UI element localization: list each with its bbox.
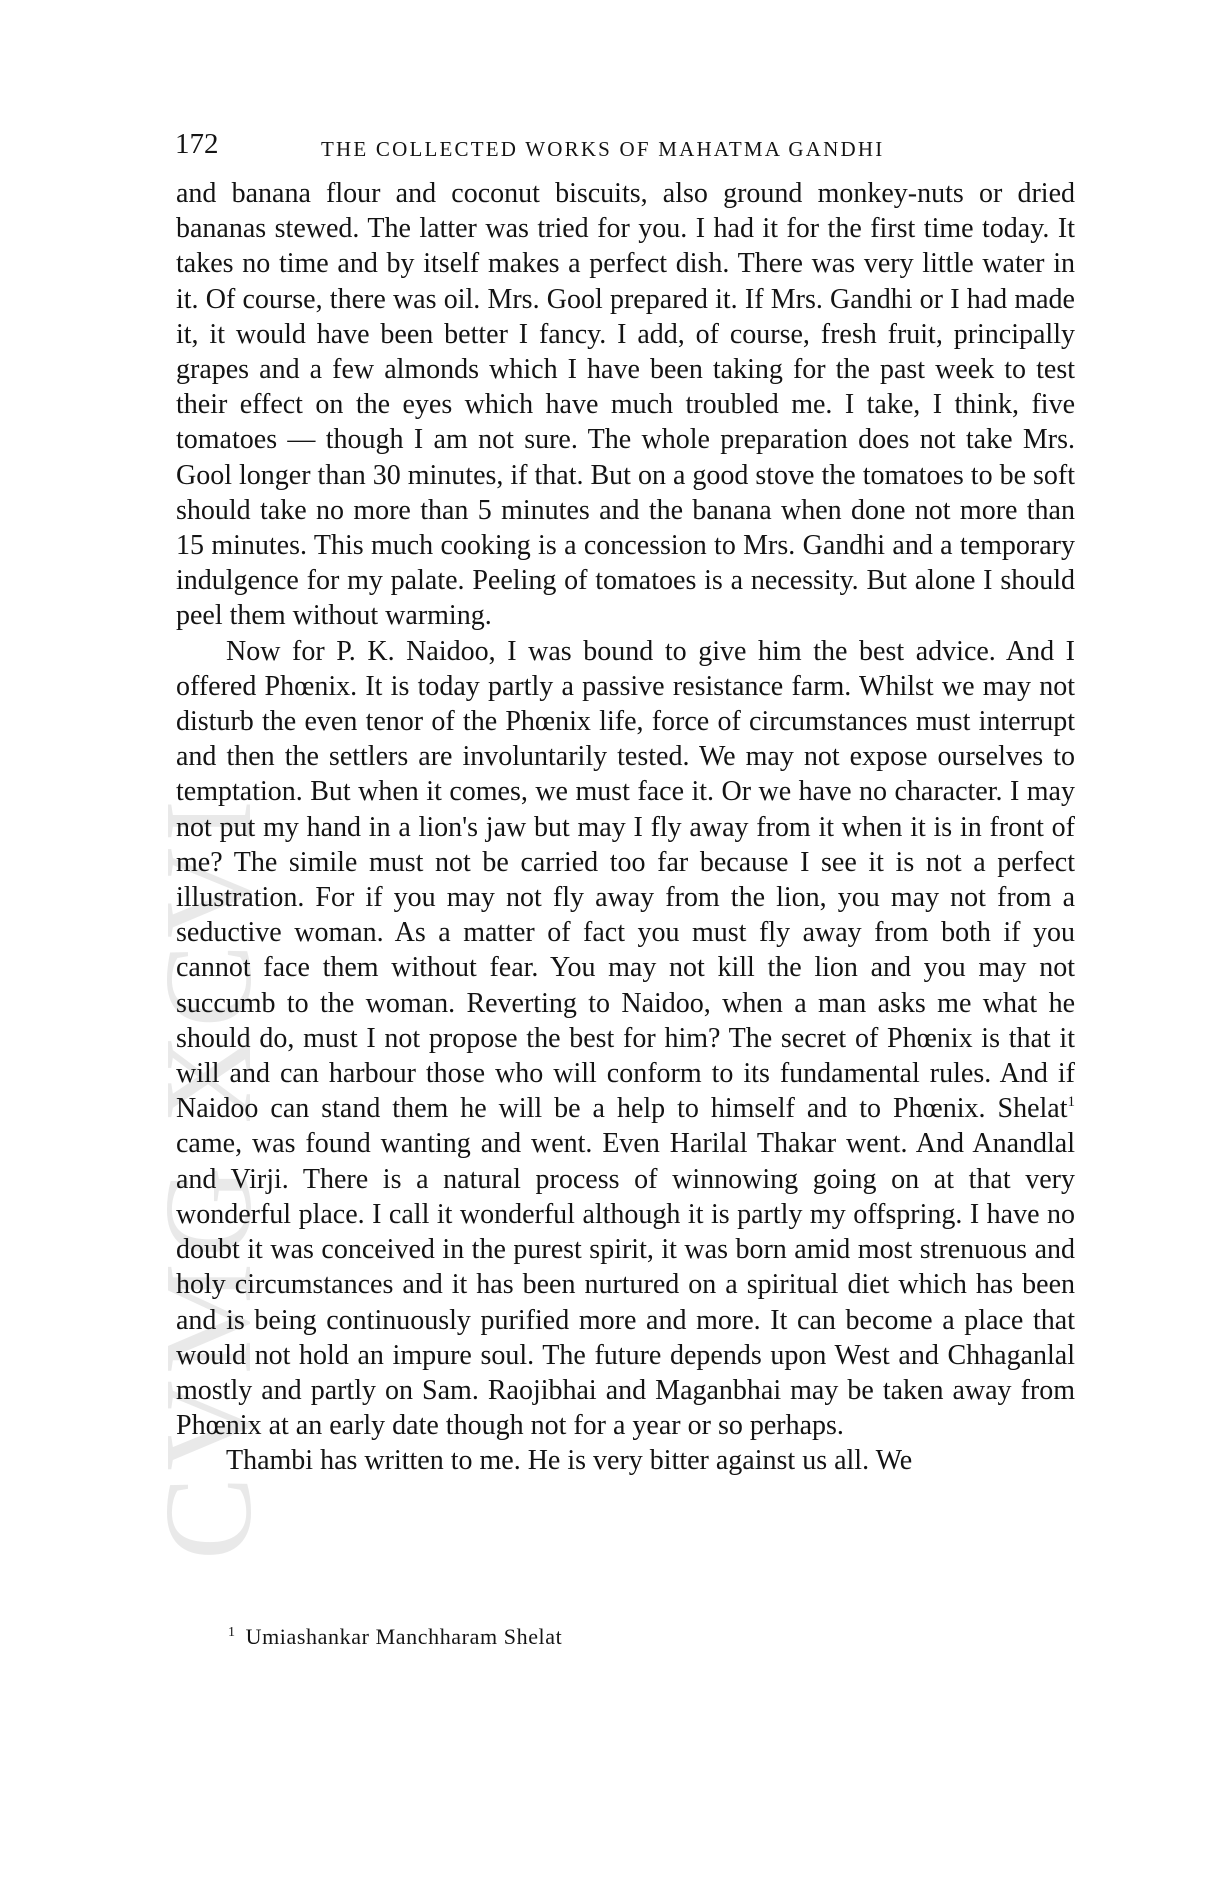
page-number: 172 bbox=[175, 128, 219, 160]
paragraph-text: Now for P. K. Naidoo, I was bound to give him the best advice. And I offered Phœnix. It is today partly a passive resistance farm. Whilst we may not disturb the even tenor of the Phœnix life, force of circumstances must interrupt and then the settlers are involuntarily tested. We may not expose ourselves to temptation. But when it comes, we must face it. Or we have no character. I may not put my hand in a lion's jaw but may I fly away from it when it is in front of me? The simile must not be carried too far because I see it is not a perfect illustration. For if you may not fly away from the lion, you may not from a seductive woman. As a matter of fact you must fly away from both if you cannot face them without fear. You may not kill the lion and you may not succumb to the woman. Reverting to Naidoo, when a man asks me what he should do, must I not propose the best for him? The secret of Phœnix is that it will and can harbour those who will conform to its fundamental rules. And if Naidoo can stand them he will be a help to himself and to Phœnix. Shelat bbox=[176, 635, 1075, 1125]
paragraph bbox=[176, 634, 1075, 1444]
paragraph-text: came, was found wanting and went. Even Harilal Thakar went. And Anandlal and Virji. There is a natural process of winnowing going on at that very wonderful place. I call it wonderful although it is partly my offspring. I have no doubt it was conceived in the purest spirit, it was born amid most strenuous and holy circumstances and it has been nurtured on a spiritual diet which has been and is being continuously purified more and more. It can become a place that would not hold an impure soul. The future depends upon West and Chhaganlal mostly and partly on Sam. Raojibhai and Maganbhai may be taken away from Phœnix at an early date though not for a year or so perhaps. bbox=[176, 1128, 1075, 1442]
paragraph-text: and banana flour and coconut biscuits, also ground monkey-nuts or dried bananas stewed. The latter was tried for you. I had it for the first time today. It takes no time and by itself makes a perfect dish. There was very little water in it. Of course, there was oil. Mrs. Gool prepared it. If Mrs. Gandhi or I had made it, it would have been better I fancy. I add, of course, fresh fruit, principally grapes and a few almonds which I have been taking for the past week to test their effect on the eyes which have much troubled me. I take, I think, five tomatoes — though I am not sure. The whole preparation does not take Mrs. Gool longer than 30 minutes, if that. But on a good stove the tomatoes to be soft should take no more than 5 minutes and the banana when done not more than 15 minutes. This much cooking is a concession to Mrs. Gandhi and a temporary indulgence for my palate. Peeling of tomatoes is a necessity. But alone I should peel them without warming. bbox=[176, 178, 1075, 632]
paragraph bbox=[176, 1443, 1075, 1478]
page-header bbox=[175, 128, 1075, 168]
body-text bbox=[176, 176, 1075, 1479]
footnote-mark: 1 bbox=[228, 1625, 236, 1640]
paragraph-text: Thambi has written to me. He is very bitter against us all. We bbox=[226, 1445, 913, 1477]
footnote-text: Umiashankar Manchharam Shelat bbox=[245, 1624, 563, 1649]
paragraph bbox=[176, 176, 1075, 634]
footnote bbox=[228, 1624, 562, 1650]
footnote-reference[interactable]: 1 bbox=[1067, 1094, 1075, 1111]
watermark: CVMG XCVI bbox=[140, 794, 278, 1560]
running-head: THE COLLECTED WORKS OF MAHATMA GANDHI bbox=[321, 137, 885, 161]
